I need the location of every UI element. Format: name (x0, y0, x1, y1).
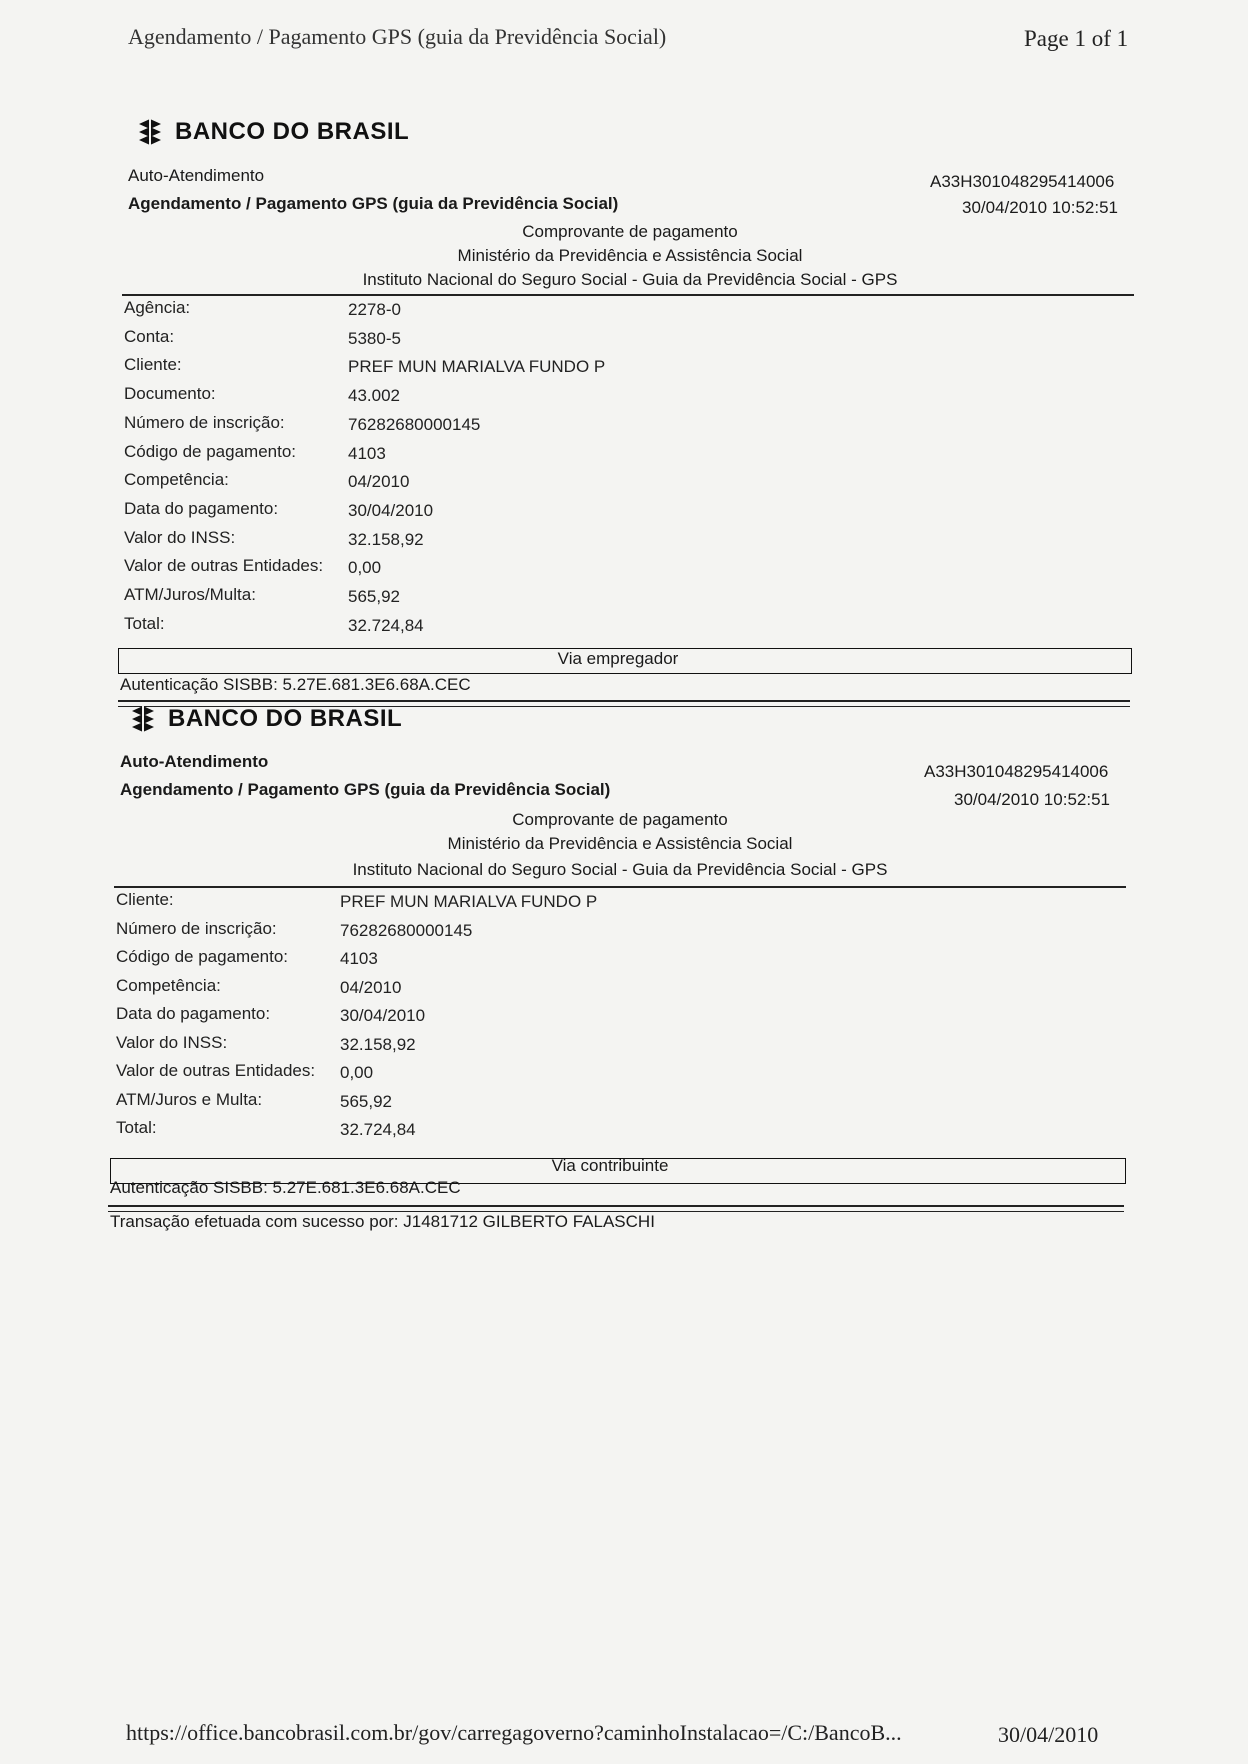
service-name: Auto-Atendimento (128, 166, 265, 185)
field-value: 32.724,84 (340, 1120, 416, 1139)
bank-logo-text: BANCO DO BRASIL (168, 705, 403, 732)
field-value: 04/2010 (340, 977, 402, 997)
field-value: 0,00 (348, 558, 382, 578)
field-label: Competência: (124, 470, 229, 490)
field-value: 2278-0 (348, 300, 401, 319)
field-label: Cliente: (116, 890, 174, 909)
field-label: Data do pagamento: (124, 498, 279, 518)
field-value: 04/2010 (348, 472, 410, 492)
print-header-title: Agendamento / Pagamento GPS (guia da Previdência Social) (128, 24, 667, 49)
bank-logo (128, 705, 402, 733)
field-label: ATM/Juros e Multa: (116, 1089, 263, 1109)
field-value: 76282680000145 (348, 414, 481, 434)
field-label: Total: (116, 1118, 157, 1137)
field-label: Código de pagamento: (124, 441, 297, 461)
separator-line (122, 294, 1134, 296)
field-value: 43.002 (348, 386, 400, 406)
field-label: Número de inscrição: (124, 412, 285, 432)
field-value: 30/04/2010 (348, 500, 434, 520)
field-label: Data do pagamento: (116, 1004, 271, 1023)
authentication-code: Autenticação SISBB: 5.27E.681.3E6.68A.CEC (110, 1178, 461, 1197)
field-value: 32.158,92 (348, 529, 424, 549)
field-label: Competência: (116, 975, 221, 995)
receipt-heading: Agendamento / Pagamento GPS (guia da Previdência Social) (120, 780, 611, 799)
field-value: 0,00 (340, 1063, 374, 1082)
bank-logo-icon (135, 118, 165, 146)
field-label: Valor do INSS: (124, 527, 236, 547)
field-value: 32.158,92 (340, 1034, 416, 1054)
transaction-datetime: 30/04/2010 10:52:51 (954, 790, 1110, 809)
field-value: 32.724,84 (348, 615, 424, 635)
separator-line (108, 1205, 1124, 1207)
transaction-code: A33H301048295414006 (930, 172, 1115, 191)
field-value: 30/04/2010 (340, 1006, 426, 1025)
field-label: Código de pagamento: (116, 947, 289, 966)
field-value: 4103 (348, 443, 386, 463)
bank-logo-text: BANCO DO BRASIL (175, 118, 410, 145)
field-label: Valor de outras Entidades: (116, 1061, 316, 1080)
via-label: Via contribuinte (551, 1156, 669, 1175)
bank-logo-icon (128, 705, 158, 733)
field-value: 565,92 (348, 587, 400, 606)
ministry-name: Ministério da Previdência e Assistência Social (447, 834, 793, 853)
transaction-code: A33H301048295414006 (924, 762, 1109, 781)
field-label: ATM/Juros/Multa: (124, 585, 256, 604)
transaction-datetime: 30/04/2010 10:52:51 (962, 198, 1118, 217)
ministry-name: Ministério da Previdência e Assistência Social (457, 246, 803, 265)
bank-logo (135, 118, 409, 146)
institute-name: Instituto Nacional do Seguro Social - Guia da Previdência Social - GPS (352, 860, 888, 879)
field-label: Valor de outras Entidades: (124, 556, 324, 576)
field-label: Número de inscrição: (116, 918, 277, 938)
receipt-heading: Agendamento / Pagamento GPS (guia da Previdência Social) (128, 194, 619, 213)
print-footer-url: https://office.bancobrasil.com.br/gov/carregagoverno?caminhoInstalacao=/C:/BancoB... (126, 1720, 902, 1745)
field-value: 4103 (340, 949, 378, 968)
field-value: PREF MUN MARIALVA FUNDO P (348, 357, 606, 377)
separator-line (114, 886, 1126, 888)
authentication-code: Autenticação SISBB: 5.27E.681.3E6.68A.CEC (120, 675, 471, 694)
separator-line (118, 700, 1130, 702)
institute-name: Instituto Nacional do Seguro Social - Guia da Previdência Social - GPS (362, 270, 898, 289)
field-value: 5380-5 (348, 328, 401, 348)
via-label: Via empregador (557, 649, 679, 668)
field-value: PREF MUN MARIALVA FUNDO P (340, 892, 598, 911)
field-label: Agência: (124, 298, 191, 317)
receipt-subtitle: Comprovante de pagamento (512, 810, 728, 829)
receipt-subtitle: Comprovante de pagamento (522, 222, 738, 241)
field-label: Documento: (124, 384, 216, 404)
print-footer-date: 30/04/2010 (998, 1722, 1099, 1747)
field-value: 565,92 (340, 1091, 392, 1111)
field-label: Conta: (124, 326, 175, 346)
field-value: 76282680000145 (340, 920, 473, 940)
field-label: Total: (124, 613, 165, 633)
field-label: Valor do INSS: (116, 1032, 228, 1052)
success-message: Transação efetuada com sucesso por: J1481712 GILBERTO FALASCHI (110, 1212, 655, 1231)
print-header-page: Page 1 of 1 (1024, 26, 1129, 51)
service-name: Auto-Atendimento (120, 752, 269, 771)
field-label: Cliente: (124, 355, 182, 375)
